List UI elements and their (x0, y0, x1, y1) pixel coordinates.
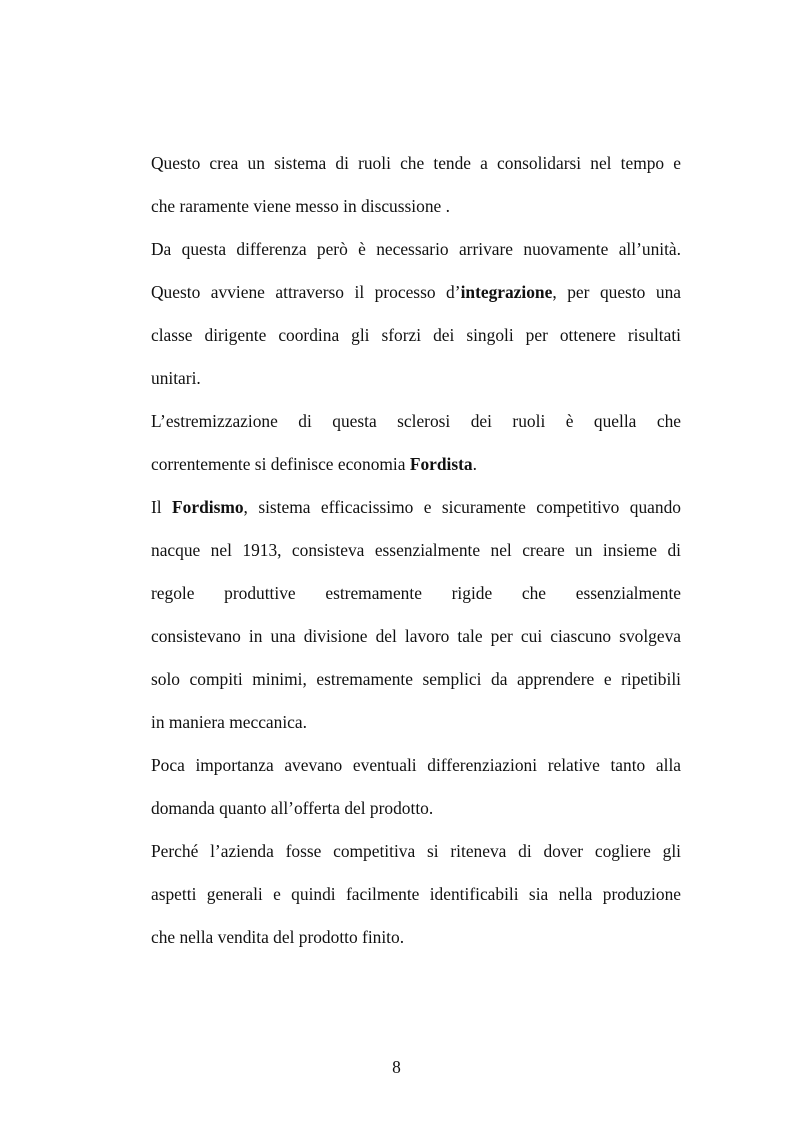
bold-term-integrazione: integrazione (460, 282, 553, 302)
text-segment: Il (151, 497, 173, 517)
text-line: aspetti generali e quindi facilmente identificabili sia nella produzione (151, 884, 681, 904)
text-line (151, 453, 681, 475)
page-number: 8 (392, 1057, 401, 1077)
text-line: classe dirigente coordina gli sforzi dei singoli per ottenere risultati (151, 325, 681, 345)
text-line: che nella vendita del prodotto finito. (151, 927, 405, 947)
text-line: Perché l’azienda fosse competitiva si riteneva di dover cogliere gli (151, 841, 681, 861)
bold-term-fordista: Fordista (409, 454, 473, 474)
text-line: Da questa differenza però è necessario arrivare nuovamente all’unità. (151, 239, 681, 259)
text-line: domanda quanto all’offerta del prodotto. (151, 798, 434, 818)
bold-term-fordismo: Fordismo (172, 497, 244, 517)
text-segment: correntemente si definisce economia (151, 454, 410, 474)
text-line: nacque nel 1913, consisteva essenzialmente nel creare un insieme di (151, 540, 681, 560)
text-segment: , sistema efficacissimo e sicuramente competitivo quando (243, 497, 681, 517)
text-line: unitari. (151, 368, 201, 388)
text-line: L’estremizzazione di questa sclerosi dei ruoli è quella che (151, 411, 681, 431)
text-line (151, 496, 681, 518)
text-line: in maniera meccanica. (151, 712, 307, 732)
text-segment: Questo avviene attraverso il processo d’ (151, 282, 461, 302)
text-line: Poca importanza avevano eventuali differenziazioni relative tanto alla (151, 755, 681, 775)
text-line: che raramente viene messo in discussione . (151, 196, 450, 216)
text-line: solo compiti minimi, estremamente semplici da apprendere e ripetibili (151, 669, 681, 689)
text-line: Questo crea un sistema di ruoli che tende a consolidarsi nel tempo e (151, 153, 681, 173)
text-segment: , per questo una (552, 282, 681, 302)
text-line: regole produttive estremamente rigide che essenzialmente (151, 583, 681, 603)
text-segment: . (472, 454, 477, 474)
text-line: consistevano in una divisione del lavoro tale per cui ciascuno svolgeva (151, 626, 681, 646)
text-line (151, 281, 681, 303)
